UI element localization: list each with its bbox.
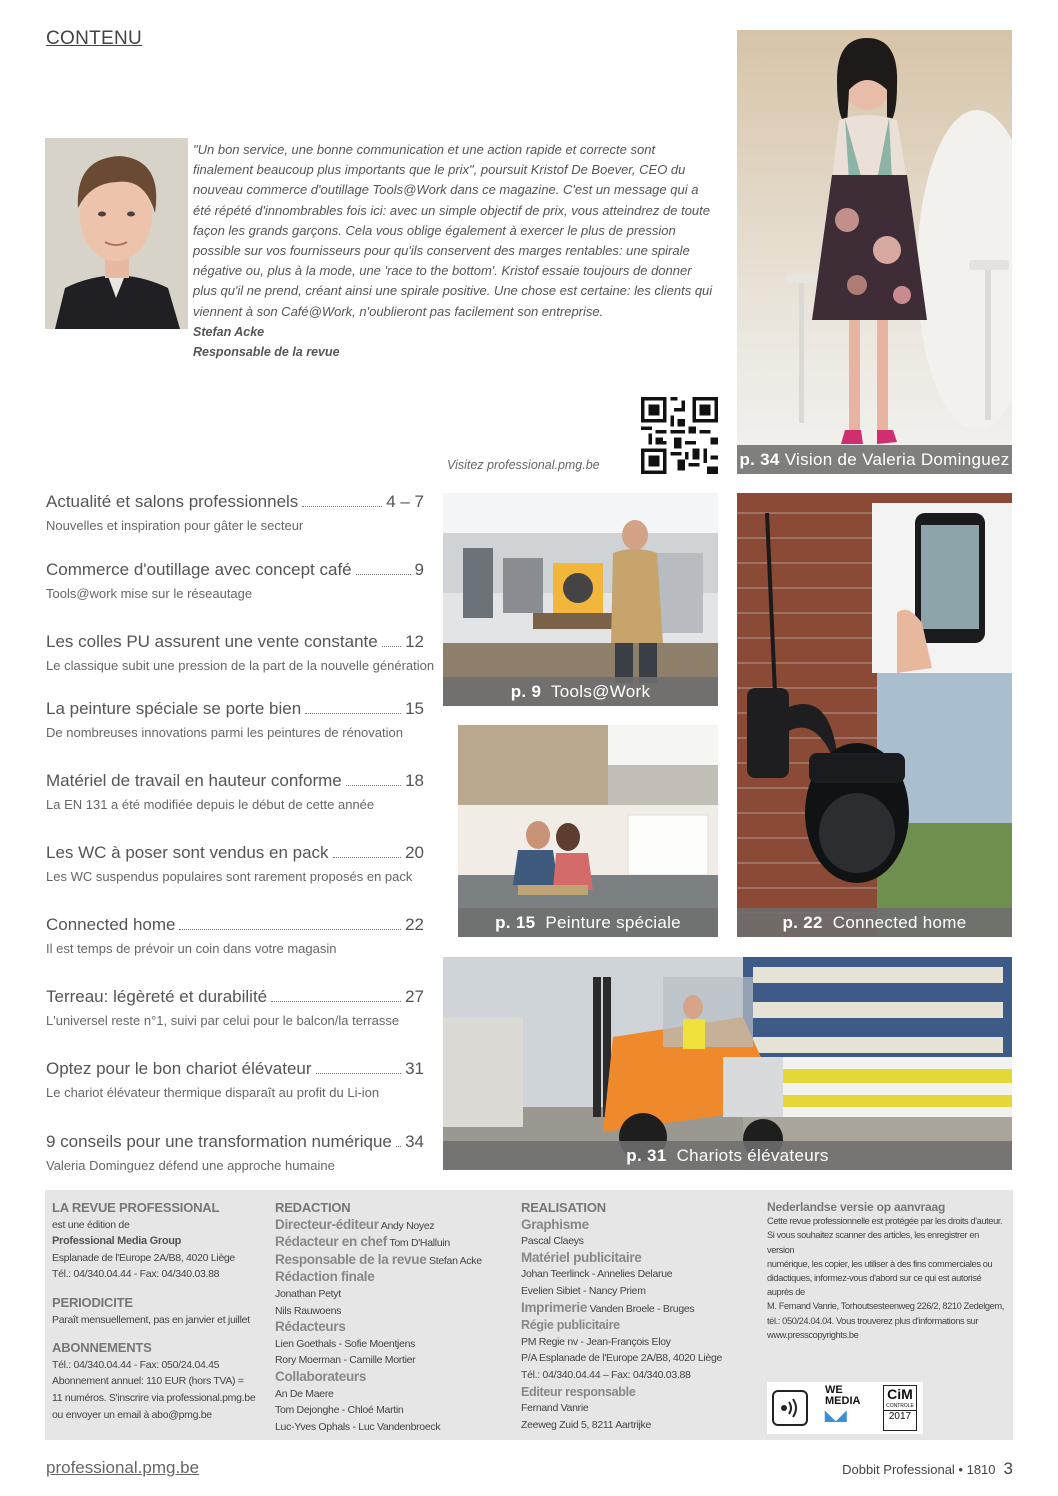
toc-entry[interactable] [46,492,424,533]
toc-leader [179,917,401,930]
periodicite-text: Paraît mensuellement, pas en janvier et juillet [52,1313,250,1326]
toc-subtitle: Le chariot élévateur thermique disparaît au profit du Li-ion [46,1085,380,1100]
caption-p9-label: Tools@Work [550,682,651,701]
caption-p22[interactable] [737,908,1012,937]
editor-photo [45,138,188,329]
copyright-text: didactiques, informez-vous d'abord sur ce qui est autorisé auprès de [767,1273,982,1298]
editorial-author: Stefan Acke [193,324,265,339]
colophon-redaction [275,1200,505,1435]
photo-p15-peinture-speciale [458,725,718,937]
edit-text: Zeeweg Zuid 5, 8211 Aartrijke [521,1418,652,1431]
collab-names: Tom Dejonghe - Chloé Martin [275,1404,404,1417]
toc-page: 15 [405,699,424,718]
cim-logo: CiM CONTROLE 2017 [883,1385,917,1431]
copyright-link[interactable]: www.presscopyrights.be [767,1329,859,1340]
toc-title: Commerce d'outillage avec concept café [46,560,352,579]
toc-subtitle: De nombreuses innovations parmi les peintures de rénovation [46,725,403,740]
editorial [193,140,718,363]
graph-label: Graphisme [521,1216,589,1232]
caption-p31[interactable] [443,1141,1012,1170]
realisation-title: REALISATION [521,1200,606,1215]
toc-subtitle: Le classique subit une pression de la part de la nouvelle génération [46,658,435,673]
toc-title: Optez pour le bon chariot élévateur [46,1059,312,1078]
redacteurs-names: Lien Goethals - Sofie Moentjens [275,1337,416,1350]
collab-label: Collaborateurs [275,1368,367,1384]
mat-names: Johan Teerlinck - Annelies Delarue [521,1268,673,1281]
toc-title: Terreau: légèreté et durabilité [46,987,268,1006]
photo-p31-chariots-elevateurs [443,957,1012,1170]
collab-names: An De Maere [275,1387,334,1400]
toc-leader [316,1061,402,1074]
caption-p31-label: Chariots élévateurs [676,1146,829,1165]
colophon-text: est une édition de [52,1218,130,1231]
edit-text: Fernand Vanrie [521,1402,589,1415]
toc-page: 9 [414,560,424,579]
resp-name: Stefan Acke [429,1254,482,1267]
toc-entry[interactable] [46,987,424,1028]
toc-subtitle: Nouvelles et inspiration pour gâter le secteur [46,518,304,533]
abonnements-text: 11 numéros. S'inscrire via professional.pmg.be [52,1391,256,1404]
visit-website-text: Visitez professional.pmg.be [447,458,600,472]
toc-page: 27 [405,987,424,1006]
we-media-logo: WE MEDIA ◣◢ [825,1384,861,1423]
toc-entry[interactable] [46,1132,424,1173]
abonnements-text: Abonnement annuel: 110 EUR (hors TVA) = [52,1375,244,1388]
finale-label: Rédaction finale [275,1269,375,1285]
finale-name: Jonathan Petyt [275,1287,341,1300]
mat-names: Evelien Sibiet - Nancy Priem [521,1284,646,1297]
toc-leader [305,701,401,714]
caption-p9-page: p. 9 [510,682,542,701]
finale-name: Nils Rauwoens [275,1304,342,1317]
toc-page: 22 [405,915,424,934]
copyright-text: tél.: 050/24.04.04. Vous trouverez plus d'informations sur [767,1315,979,1326]
colophon-publisher [52,1200,272,1423]
copyright-text: Si vous souhaitez scanner des articles, les enregistrer en version [767,1230,979,1255]
imp-label: Imprimerie [521,1299,588,1315]
toc-title: 9 conseils pour une transformation numérique [46,1132,392,1151]
redaction-title: REDACTION [275,1200,351,1215]
caption-p34-page: p. 34 [739,450,780,469]
toc-leader [346,773,401,786]
toc-entry[interactable] [46,699,424,740]
toc-leader [382,634,401,647]
chef-name: Tom D'Halluin [389,1237,450,1250]
chef-label: Rédacteur en chef [275,1234,387,1250]
periodicite-title: PERIODICITE [52,1294,133,1310]
caption-p15[interactable] [458,908,718,937]
toc-title: Les WC à poser sont vendus en pack [46,843,329,862]
page-number: 3 [1003,1459,1013,1478]
toc-title: Actualité et salons professionnels [46,492,299,511]
photo-p22-connected-home [737,493,1012,937]
abonnements-text: Tél.: 04/340.04.44 - Fax: 050/24.04.45 [52,1358,220,1371]
toc-leader [356,562,411,575]
regie-text: Tél.: 04/340.04.44 – Fax: 04/340.03.88 [521,1368,691,1381]
copyright-title: Nederlandse versie op aanvraag [767,1200,946,1214]
partner-logos [767,1382,923,1434]
abonnements-title: ABONNEMENTS [52,1340,152,1356]
mat-label: Matériel publicitaire [521,1249,642,1265]
toc-page: 34 [405,1132,424,1151]
wifi-box-icon [772,1390,808,1426]
toc-page: 4 – 7 [386,492,424,511]
site-link[interactable]: professional.pmg.be [46,1458,200,1477]
qr-code[interactable] [641,397,718,474]
toc-entry[interactable] [46,560,424,601]
toc-entry[interactable] [46,632,435,673]
toc-entry[interactable] [46,771,424,812]
regie-label: Régie publicitaire [521,1318,620,1333]
toc-entry[interactable] [46,1059,424,1100]
toc-subtitle: Tools@work mise sur le réseautage [46,586,253,601]
redacteurs-label: Rédacteurs [275,1319,346,1335]
dir-name: Andy Noyez [380,1219,435,1232]
abonnements-text: ou envoyer un email à abo@pmg.be [52,1408,212,1421]
editorial-role: Responsable de la revue [193,345,340,360]
graph-name: Pascal Claeys [521,1235,584,1248]
photo-p34-valeria-dominguez [737,30,1012,474]
toc-leader [302,494,382,507]
imp-name: Vanden Broele - Bruges [589,1302,695,1315]
toc-title: Matériel de travail en hauteur conforme [46,771,342,790]
toc-subtitle: Valeria Dominguez défend une approche humaine [46,1158,335,1173]
edit-label: Editeur responsable [521,1384,636,1399]
publisher-name: Professional Media Group [52,1235,182,1248]
copyright-text: M. Fernand Vanrie, Torhoutsesteenweg 226/2, 8210 Zedelgem, [767,1301,1004,1312]
toc-subtitle: Les WC suspendus populaires sont rarement proposés en pack [46,869,413,884]
photo-p9-tools-at-work [443,493,718,706]
dir-label: Directeur-éditeur [275,1216,379,1232]
toc-leader [333,845,402,858]
redacteurs-names: Rory Moerman - Camille Mortier [275,1354,416,1367]
collab-names: Luc-Yves Ophals - Luc Vandenbroeck [275,1420,441,1433]
toc-title: Les colles PU assurent une vente constante [46,632,378,651]
copyright-text: Cette revue professionnelle est protégée par les droits d'auteur. [767,1216,1003,1227]
toc-leader [271,989,401,1002]
colophon-copyright [767,1200,1007,1342]
toc-entry[interactable] [46,915,424,956]
toc-page: 12 [405,632,424,651]
toc-title: Connected home [46,915,176,934]
toc-entry[interactable] [46,843,424,884]
page-heading: CONTENU [46,28,143,49]
caption-p9[interactable] [443,677,718,706]
caption-p31-page: p. 31 [626,1146,667,1165]
resp-label: Responsable de la revue [275,1251,427,1267]
magazine-name: Dobbit Professional • 1810 [842,1462,996,1477]
caption-p22-page: p. 22 [782,913,823,932]
colophon-title: LA REVUE PROFESSIONAL [52,1200,220,1215]
toc-subtitle: L'universel reste n°1, suivi par celui pour le balcon/la terrasse [46,1013,400,1028]
publisher-phone: Tél.: 04/340.04.44 - Fax: 04/340.03.88 [52,1268,220,1281]
regie-text: PM Regie nv - Jean-François Eloy [521,1335,671,1348]
copyright-text: numérique, les copier, les utiliser à des fins commerciales ou [767,1258,993,1269]
toc-page: 18 [405,771,424,790]
caption-p22-label: Connected home [832,913,967,932]
regie-text: P/A Esplanade de l'Europe 2A/B8, 4020 Liège [521,1352,723,1365]
editorial-text: "Un bon service, une bonne communication et une action rapide et correcte sont finalement beaucoup plus importants que le prix", poursuit Kristof De Boever, CEO du nouveau commerce d'outillage Tools@Work dans ce magazine. C'est un message qui a été répété d'innombrables fois ici: avec un simple objectif de prix, vous atteindrez de toute façon les grands garçons. Cela vous oblige également à exercer le plus de pression possible sur vos fournisseurs pour qu'ils conservent des marges rentables: une spirale négative ou, plus à la mode, une 'race to the bottom'. Kristof essaie toujours de donner plus qu'il ne prend, créant ainsi une spirale positive. Une chose est certaine: les clients qui viennent à son Café@Work, n'oublieront pas facilement son entreprise. [193,142,713,319]
toc-subtitle: La EN 131 a été modifiée depuis le début de cette année [46,797,375,812]
toc-page: 31 [405,1059,424,1078]
caption-p15-page: p. 15 [495,913,536,932]
toc-leader [396,1134,401,1147]
toc-page: 20 [405,843,424,862]
caption-p34[interactable] [737,445,1012,474]
publisher-address: Esplanade de l'Europe 2A/B8, 4020 Liège [52,1251,235,1264]
colophon-realisation [521,1200,751,1433]
toc-title: La peinture spéciale se porte bien [46,699,302,718]
caption-p15-label: Peinture spéciale [545,913,681,932]
page-footer [842,1459,1013,1479]
caption-p34-label: Vision de Valeria Dominguez [784,450,1010,469]
toc-subtitle: Il est temps de prévoir un coin dans votre magasin [46,941,337,956]
